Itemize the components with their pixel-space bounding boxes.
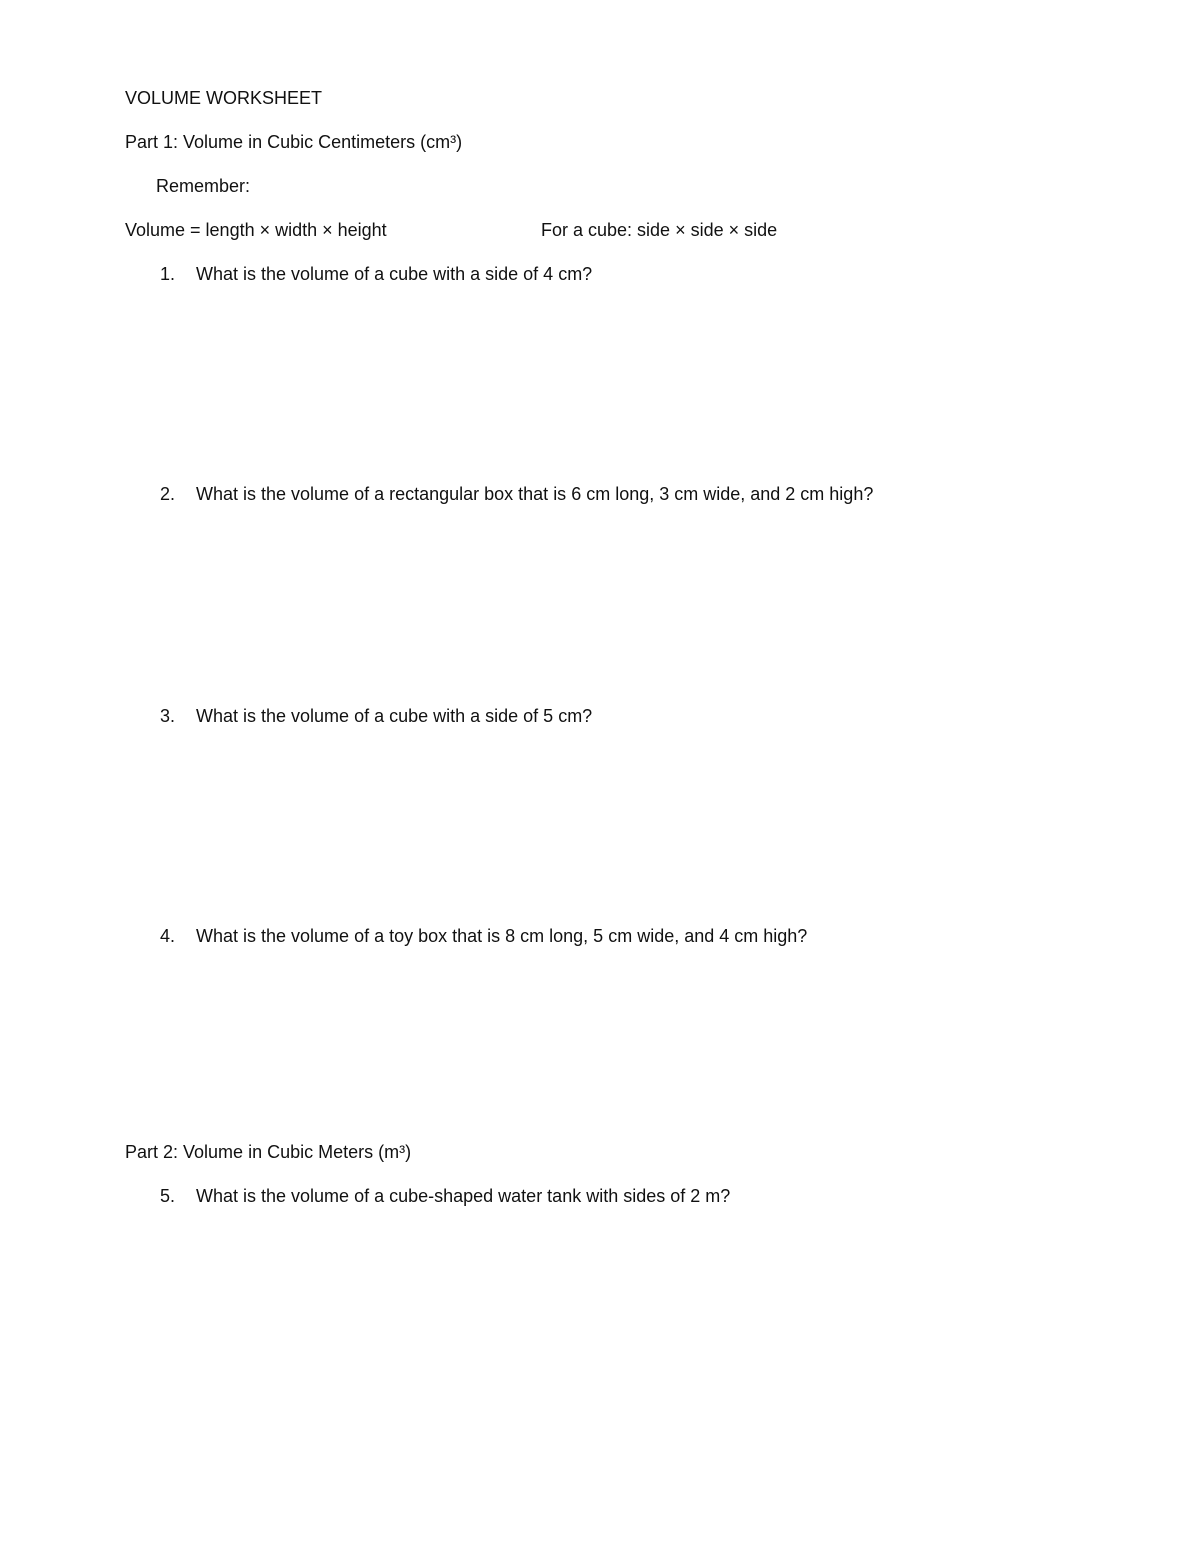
question-text: What is the volume of a rectangular box that is 6 cm long, 3 cm wide, and 2 cm high? xyxy=(196,484,874,504)
question-number: 1. xyxy=(160,264,176,284)
question-number: 5. xyxy=(160,1186,176,1206)
formula-volume: Volume = length × width × height xyxy=(125,220,387,240)
question-text: What is the volume of a cube-shaped water tank with sides of 2 m? xyxy=(196,1186,731,1206)
formula-cube: For a cube: side × side × side xyxy=(541,220,778,240)
question-number: 3. xyxy=(160,706,176,726)
part1-heading: Part 1: Volume in Cubic Centimeters (cm³) xyxy=(125,132,463,152)
question-number: 2. xyxy=(160,484,176,504)
question-text: What is the volume of a toy box that is 8 cm long, 5 cm wide, and 4 cm high? xyxy=(196,926,808,946)
worksheet-title: VOLUME WORKSHEET xyxy=(125,88,323,108)
question-number: 4. xyxy=(160,926,176,946)
question-text: What is the volume of a cube with a side of 5 cm? xyxy=(196,706,593,726)
remember-label: Remember: xyxy=(156,176,251,196)
question-text: What is the volume of a cube with a side of 4 cm? xyxy=(196,264,593,284)
part2-heading: Part 2: Volume in Cubic Meters (m³) xyxy=(125,1142,412,1162)
